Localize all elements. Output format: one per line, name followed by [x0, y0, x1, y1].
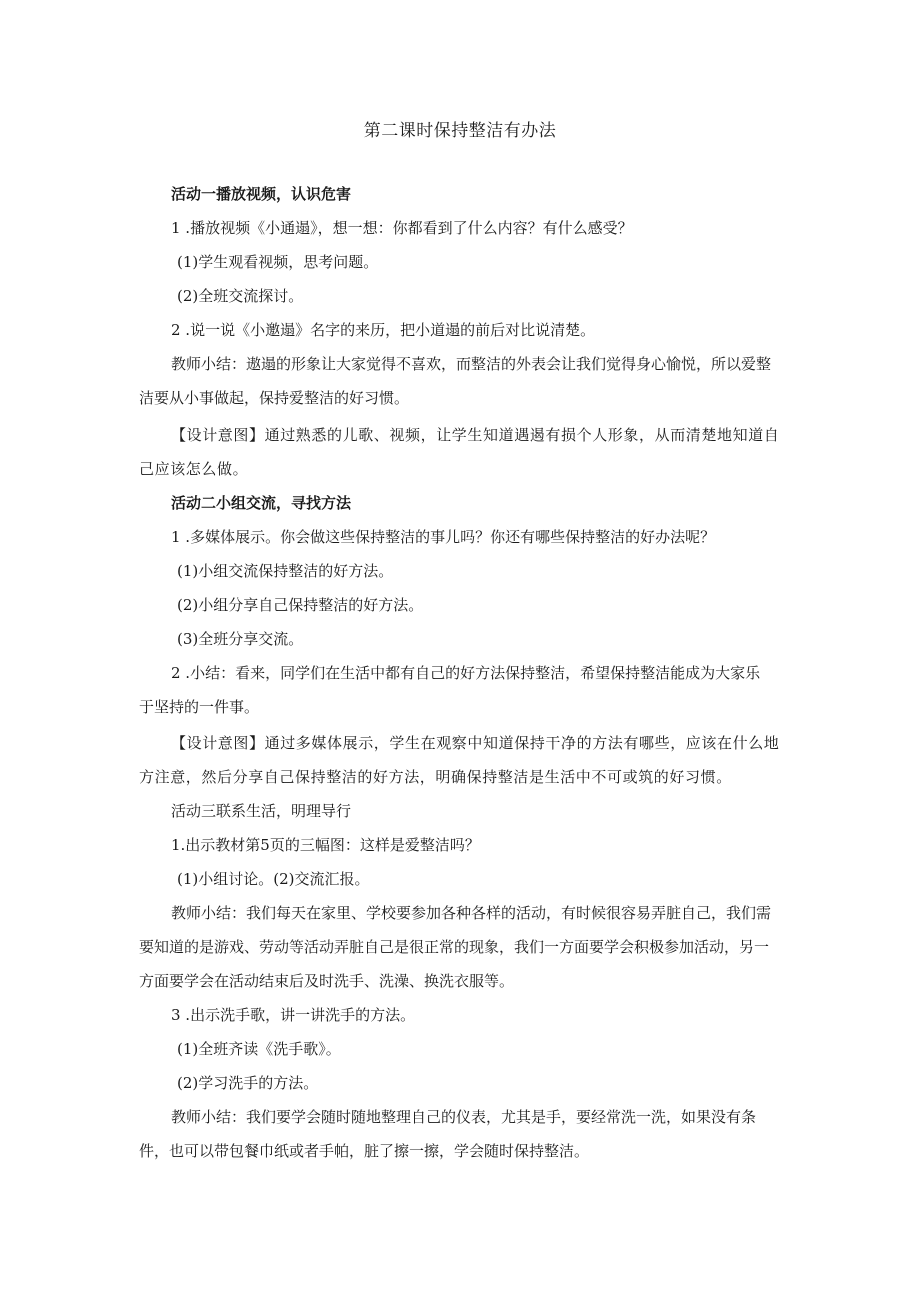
page-title: 第二课时保持整洁有办法	[363, 121, 557, 141]
paragraph: 3 .出示洗手歌，讲一讲洗手的方法。	[171, 1006, 416, 1024]
teacher-summary: 教师小结：遨遢的形象让大家觉得不喜欢，而整洁的外表会让我们觉得身心愉悦，所以爱整	[171, 355, 772, 373]
design-intent-continued: 己应该怎么做。	[139, 460, 249, 478]
paragraph: 2 .说一说《小邀遢》名字的来历，把小道遢的前后对比说清楚。	[171, 321, 596, 339]
design-intent-continued: 方注意，然后分享自己保持整洁的好方法，明确保持整洁是生活中不可或筑的好习惯。	[139, 768, 732, 786]
teacher-summary-continued: 洁要从小事做起，保持爱整洁的好习惯。	[139, 389, 410, 407]
paragraph: 1 .多媒体展示。你会做这些保持整洁的事儿吗？你还有哪些保持整洁的好办法呢？	[171, 528, 716, 546]
paragraph: (2)小组分享自己保持整洁的好方法。	[177, 596, 424, 614]
teacher-summary: 教师小结：我们每天在家里、学校要参加各种各样的活动，有时候很容易弄脏自己，我们需	[171, 904, 772, 922]
design-intent: 【设计意图】通过多媒体展示，学生在观察中知道保持干净的方法有哪些，应该在什么地	[171, 734, 780, 752]
activity-1-heading: 活动一播放视频，认识危害	[171, 185, 352, 203]
paragraph: (1)小组交流保持整洁的好方法。	[177, 562, 394, 580]
paragraph: (1)全班齐读《洗手歌》。	[177, 1040, 341, 1058]
paragraph: (2)学习洗手的方法。	[177, 1074, 319, 1092]
teacher-summary-continued: 方面要学会在活动结束后及时洗手、洗澡、换洗衣服等。	[139, 972, 515, 990]
activity-2-heading: 活动二小组交流，寻找方法	[171, 494, 352, 512]
activity-3-heading: 活动三联系生活，明理导行	[171, 802, 352, 820]
paragraph: (2)全班交流探讨。	[177, 287, 304, 305]
paragraph: 2 .小结：看来，同学们在生活中都有自己的好方法保持整洁，希望保持整洁能成为大家乐	[171, 664, 761, 682]
paragraph: 1 .播放视频《小通遢》，想一想：你都看到了什么内容？有什么感受？	[171, 219, 633, 237]
paragraph: (1)小组讨论。(2)交流汇报。	[177, 870, 370, 888]
paragraph-continued: 于坚持的一件事。	[139, 698, 260, 716]
teacher-summary-continued: 件，也可以带包餐巾纸或者手帕，脏了擦一擦，学会随时保持整洁。	[139, 1142, 590, 1160]
design-intent: 【设计意图】通过熟悉的儿歌、视频，让学生知道遇遏有损个人形象，从而清楚地知道自	[171, 426, 780, 444]
teacher-summary-continued: 要知道的是游戏、劳动等活动弄脏自己是很正常的现象，我们一方面要学会积极参加活动，另一	[139, 938, 770, 956]
paragraph: (1)学生观看视频，思考问题。	[177, 253, 379, 271]
paragraph: 1.出示教材第5页的三幅图：这样是爱整洁吗？	[171, 836, 480, 854]
paragraph: (3)全班分享交流。	[177, 630, 304, 648]
teacher-summary: 教师小结：我们要学会随时随地整理自己的仪表，尤其是手，要经常洗一洗，如果没有条	[171, 1108, 757, 1126]
